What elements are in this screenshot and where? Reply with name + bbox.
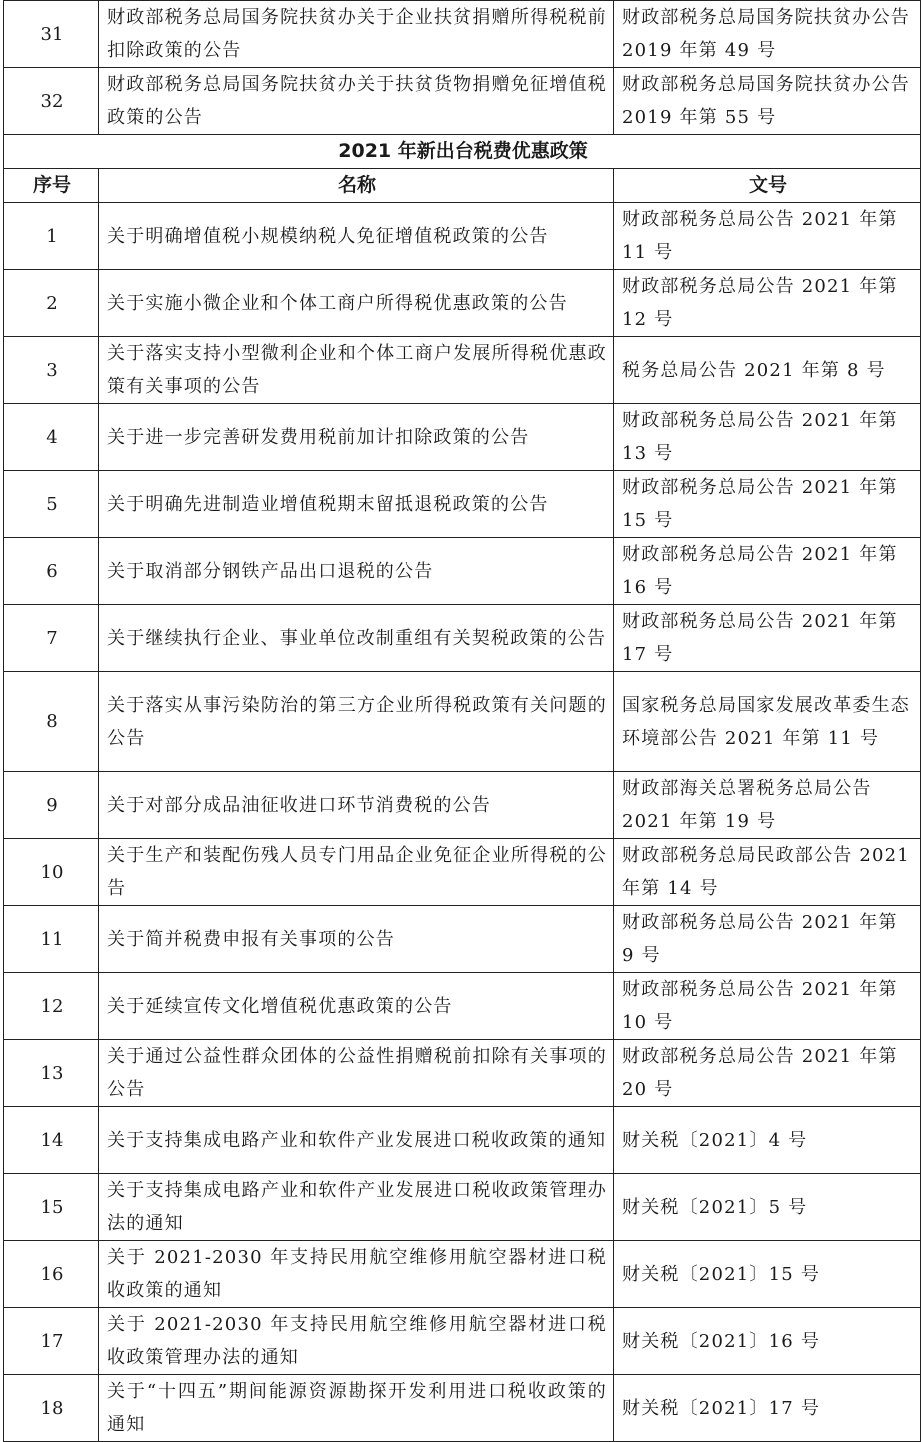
row-number: 15 (4, 1174, 99, 1241)
row-number: 10 (4, 839, 99, 906)
row-number: 3 (4, 337, 99, 404)
row-number: 1 (4, 203, 99, 270)
row-number: 9 (4, 772, 99, 839)
table-row (4, 1241, 921, 1308)
row-number: 14 (4, 1107, 99, 1174)
policy-name: 关于支持集成电路产业和软件产业发展进口税收政策的通知 (99, 1107, 614, 1174)
document-number: 财政部税务总局国务院扶贫办公告 2019 年第 55 号 (614, 68, 921, 135)
row-number: 13 (4, 1040, 99, 1107)
document-number: 财政部税务总局公告 2021 年第 20 号 (614, 1040, 921, 1107)
row-number: 12 (4, 973, 99, 1040)
document-number: 财政部税务总局公告 2021 年第 17 号 (614, 605, 921, 672)
table-row (4, 839, 921, 906)
header-number: 序号 (4, 169, 99, 203)
document-number: 财政部税务总局民政部公告 2021 年第 14 号 (614, 839, 921, 906)
table-row (4, 1174, 921, 1241)
policy-name: 财政部税务总局国务院扶贫办关于企业扶贫捐赠所得税税前扣除政策的公告 (99, 1, 614, 68)
table-row (4, 404, 921, 471)
document-number: 财政部海关总署税务总局公告 2021 年第 19 号 (614, 772, 921, 839)
policy-name: 关于通过公益性群众团体的公益性捐赠税前扣除有关事项的公告 (99, 1040, 614, 1107)
document-number: 财政部税务总局公告 2021 年第 9 号 (614, 906, 921, 973)
header-name: 名称 (99, 169, 614, 203)
policy-name: 关于取消部分钢铁产品出口退税的公告 (99, 538, 614, 605)
document-number: 财政部税务总局公告 2021 年第 16 号 (614, 538, 921, 605)
policy-name: 关于 2021-2030 年支持民用航空维修用航空器材进口税收政策管理办法的通知 (99, 1308, 614, 1375)
document-number: 财政部税务总局公告 2021 年第 13 号 (614, 404, 921, 471)
row-number: 32 (4, 68, 99, 135)
row-number: 16 (4, 1241, 99, 1308)
row-number: 6 (4, 538, 99, 605)
document-number: 财关税〔2021〕17 号 (614, 1375, 921, 1442)
row-number: 5 (4, 471, 99, 538)
table-row (4, 270, 921, 337)
table-row (4, 1107, 921, 1174)
policy-name: 关于延续宣传文化增值税优惠政策的公告 (99, 973, 614, 1040)
table-row (4, 672, 921, 772)
section-title-row (4, 135, 921, 169)
row-number: 4 (4, 404, 99, 471)
policy-table (3, 0, 921, 1442)
table-row (4, 1, 921, 68)
table-row (4, 203, 921, 270)
document-number: 税务总局公告 2021 年第 8 号 (614, 337, 921, 404)
row-number: 8 (4, 672, 99, 772)
policy-name: 关于 2021-2030 年支持民用航空维修用航空器材进口税收政策的通知 (99, 1241, 614, 1308)
document-number: 财政部税务总局国务院扶贫办公告 2019 年第 49 号 (614, 1, 921, 68)
policy-name: 关于生产和装配伤残人员专门用品企业免征企业所得税的公告 (99, 839, 614, 906)
policy-name: 关于落实支持小型微利企业和个体工商户发展所得税优惠政策有关事项的公告 (99, 337, 614, 404)
policy-name: 关于落实从事污染防治的第三方企业所得税政策有关问题的公告 (99, 672, 614, 772)
row-number: 18 (4, 1375, 99, 1442)
table-row (4, 906, 921, 973)
table-row (4, 1308, 921, 1375)
document-number: 财关税〔2021〕16 号 (614, 1308, 921, 1375)
row-number: 7 (4, 605, 99, 672)
policy-name: 财政部税务总局国务院扶贫办关于扶贫货物捐赠免征增值税政策的公告 (99, 68, 614, 135)
document-number: 财关税〔2021〕15 号 (614, 1241, 921, 1308)
policy-name: 关于进一步完善研发费用税前加计扣除政策的公告 (99, 404, 614, 471)
policy-name: 关于支持集成电路产业和软件产业发展进口税收政策管理办法的通知 (99, 1174, 614, 1241)
policy-name: 关于“十四五”期间能源资源勘探开发利用进口税收政策的通知 (99, 1375, 614, 1442)
policy-name: 关于实施小微企业和个体工商户所得税优惠政策的公告 (99, 270, 614, 337)
document-number: 财政部税务总局公告 2021 年第 11 号 (614, 203, 921, 270)
document-number: 财关税〔2021〕5 号 (614, 1174, 921, 1241)
document-number: 财政部税务总局公告 2021 年第 12 号 (614, 270, 921, 337)
row-number: 11 (4, 906, 99, 973)
table-row (4, 337, 921, 404)
row-number: 31 (4, 1, 99, 68)
section-title: 2021 年新出台税费优惠政策 (4, 135, 921, 169)
table-row (4, 1375, 921, 1442)
table-row (4, 68, 921, 135)
table-row (4, 772, 921, 839)
policy-name: 关于明确先进制造业增值税期末留抵退税政策的公告 (99, 471, 614, 538)
row-number: 17 (4, 1308, 99, 1375)
header-row (4, 169, 921, 203)
policy-name: 关于对部分成品油征收进口环节消费税的公告 (99, 772, 614, 839)
table-row (4, 538, 921, 605)
header-document-number: 文号 (614, 169, 921, 203)
row-number: 2 (4, 270, 99, 337)
document-number: 国家税务总局国家发展改革委生态环境部公告 2021 年第 11 号 (614, 672, 921, 772)
table-row (4, 471, 921, 538)
table-row (4, 1040, 921, 1107)
policy-name: 关于简并税费申报有关事项的公告 (99, 906, 614, 973)
table-row (4, 973, 921, 1040)
document-number: 财政部税务总局公告 2021 年第 10 号 (614, 973, 921, 1040)
policy-name: 关于继续执行企业、事业单位改制重组有关契税政策的公告 (99, 605, 614, 672)
policy-name: 关于明确增值税小规模纳税人免征增值税政策的公告 (99, 203, 614, 270)
document-number: 财关税〔2021〕4 号 (614, 1107, 921, 1174)
document-number: 财政部税务总局公告 2021 年第 15 号 (614, 471, 921, 538)
table-row (4, 605, 921, 672)
